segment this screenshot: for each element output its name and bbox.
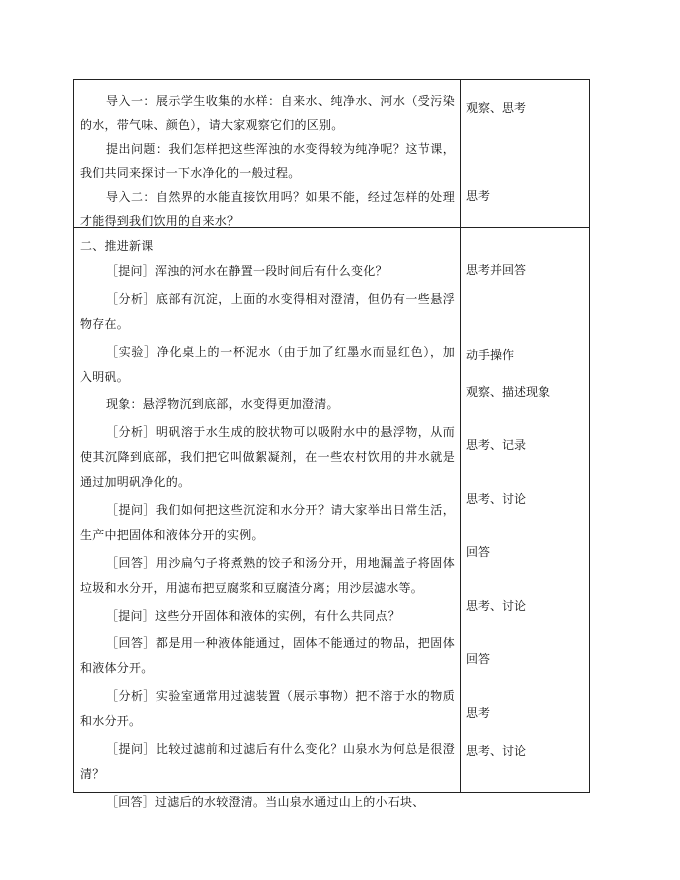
column-divider xyxy=(460,228,461,792)
lesson-table xyxy=(73,79,590,809)
lesson-paragraph: ［提问］我们如何把这些沉淀和水分开？请大家举出日常生活，生产中把固体和液体分开的实例。 xyxy=(80,502,455,542)
lesson-paragraph: ［分析］底部有沉淀，上面的水变得相对澄清，但仍有一些悬浮物存在。 xyxy=(80,291,455,331)
activity-label: 动手操作 xyxy=(466,348,515,362)
activity-label: 思考、讨论 xyxy=(466,744,527,758)
activity-label: 思考、讨论 xyxy=(466,599,527,613)
intro-paragraph-3: 导入二：自然界的水能直接饮用吗？如果不能，经过怎样的处理才能得到我们饮用的自来水？ xyxy=(80,190,455,228)
activity-label: 思考 xyxy=(466,189,491,203)
activity-label: 观察、思考 xyxy=(466,101,527,115)
teacher-activity-cell xyxy=(80,234,455,818)
lesson-paragraph: ［提问］浑浊的河水在静置一段时间后有什么变化？ xyxy=(106,264,388,278)
activity-label: 思考 xyxy=(466,706,491,720)
intro-paragraph-1: 导入一：展示学生收集的水样：自来水、纯净水、河水（受污染的水，带气味、颜色），请大家观察它们的区别。 xyxy=(80,94,455,132)
activity-label: 思考并回答 xyxy=(466,263,527,277)
lesson-paragraph: ［提问］这些分开固体和液体的实例，有什么共同点？ xyxy=(106,608,401,623)
table-row-introduction xyxy=(73,79,590,228)
section-heading: 二、推进新课 xyxy=(80,239,154,253)
teacher-activity-cell xyxy=(80,89,455,233)
lesson-paragraph: ［回答］用沙扁勺子将煮熟的饺子和汤分开，用地漏盖子将固体垃圾和水分开，用滤布把豆腐浆和豆腐渣分离；用沙层滤水等。 xyxy=(80,555,455,595)
lesson-paragraph: ［分析］明矾溶于水生成的胶状物可以吸附水中的悬浮物，从而使其沉降到底部，我们把它叫做絮凝剂，在一些农村饮用的井水就是通过加明矾净化的。 xyxy=(80,425,455,490)
column-divider xyxy=(460,80,461,227)
table-row-new-lesson xyxy=(73,227,590,809)
lesson-paragraph: ［分析］实验室通常用过滤装置（展示事物）把不溶于水的物质和水分开。 xyxy=(80,689,455,729)
activity-label: 观察、描述现象 xyxy=(466,385,551,399)
activity-label: 回答 xyxy=(466,545,491,559)
lesson-paragraph: ［实验］净化桌上的一杯泥水（由于加了红墨水而显红色），加入明矾。 xyxy=(80,344,455,384)
lesson-paragraph: ［回答］过滤后的水较澄清。当山泉水通过山上的小石块、 xyxy=(106,794,425,809)
lesson-paragraph: 现象：悬浮物沉到底部，水变得更加澄清。 xyxy=(106,397,339,412)
activity-label: 思考、记录 xyxy=(466,438,527,452)
intro-paragraph-2: 提出问题：我们怎样把这些浑浊的水变得较为纯净呢？这节课，我们共同来探讨一下水净化的一般过程。 xyxy=(80,142,455,180)
activity-label: 思考、讨论 xyxy=(466,492,527,506)
lesson-paragraph: ［提问］比较过滤前和过滤后有什么变化？山泉水为何总是很澄清？ xyxy=(80,741,455,781)
lesson-paragraph: ［回答］都是用一种液体能通过，固体不能通过的物品，把固体和液体分开。 xyxy=(80,636,455,676)
activity-label: 回答 xyxy=(466,652,491,666)
